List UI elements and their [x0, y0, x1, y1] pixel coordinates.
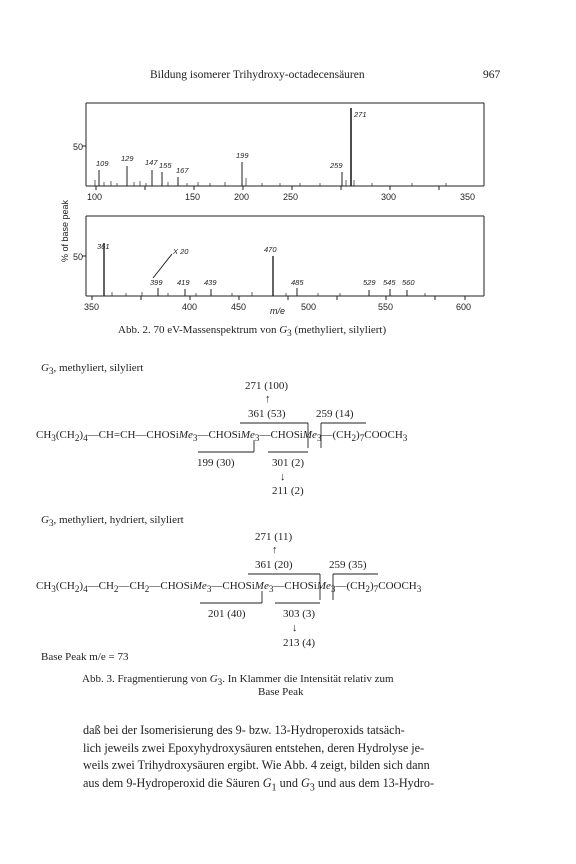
svg-text:250: 250 [283, 192, 299, 202]
scheme2-right-upper: 259 (35) [329, 559, 367, 571]
svg-text:271: 271 [354, 110, 367, 119]
x-axis-label: m/e [270, 306, 286, 316]
svg-text:545: 545 [383, 278, 396, 287]
scheme2-left-lower: 201 (40) [208, 608, 246, 620]
svg-text:550: 550 [378, 302, 394, 312]
scheme1-right-upper: 259 (14) [316, 408, 354, 420]
body-line: weils zwei Trihydroxysäuren ergibt. Wie Abb. 4 zeigt, bilden sich dann [83, 758, 430, 772]
body-line: daß bei der Isomerisierung des 9- bzw. 13-Hydroperoxids tatsäch- [83, 723, 405, 737]
svg-text:350: 350 [460, 192, 476, 202]
scheme1-title: $G_3$, methyliert, silyliert [41, 362, 144, 377]
y-axis-label: % of base peak [60, 199, 70, 262]
scheme2-title: $G_3$, methyliert, hydriert, silyliert [41, 514, 184, 529]
body-line: aus dem 9-Hydroperoxid die Säuren $G_1$ und $G_3$ und aus dem 13-Hydro- [83, 775, 435, 793]
scheme1-bottom-fragment: 211 (2) [272, 485, 304, 497]
svg-text:155: 155 [159, 161, 172, 170]
svg-text:300: 300 [381, 192, 397, 202]
scheme1-left-lower: 199 (30) [197, 457, 235, 469]
svg-text:361: 361 [97, 242, 110, 251]
scheme2-arrow-down: ↓ [292, 622, 298, 634]
figure3-caption-line2: Base Peak [258, 686, 304, 698]
page-number: 967 [483, 69, 501, 81]
zoom-label: X 20 [173, 247, 189, 256]
svg-text:259: 259 [330, 161, 343, 170]
lower-y-tick: 50 [73, 252, 84, 262]
svg-text:470: 470 [264, 245, 277, 254]
svg-text:600: 600 [456, 302, 472, 312]
figure3-caption: Abb. 3. Fragmentierung von $G_3$. In Klammer die Intensität relativ zum [82, 673, 394, 688]
scheme2-arrow-up: ↑ [272, 544, 278, 556]
scheme2-top-fragment: 271 (11) [255, 531, 293, 543]
svg-text:150: 150 [185, 192, 201, 202]
body-paragraph [83, 722, 508, 796]
svg-text:419: 419 [177, 278, 190, 287]
scheme2-left-upper: 361 (20) [255, 559, 293, 571]
scheme2-bottom-fragment: 213 (4) [283, 637, 316, 649]
scheme2-mid-lower: 303 (3) [283, 608, 316, 620]
svg-text:129: 129 [121, 154, 134, 163]
svg-text:109: 109 [96, 159, 109, 168]
svg-text:400: 400 [182, 302, 198, 312]
svg-text:560: 560 [402, 278, 415, 287]
svg-text:529: 529 [363, 278, 376, 287]
scheme1-top-fragment: 271 (100) [245, 380, 289, 392]
upper-y-tick: 50 [73, 142, 84, 152]
scheme1-arrow-down: ↓ [280, 471, 286, 483]
scheme1-arrow-up: ↑ [265, 393, 271, 405]
svg-text:500: 500 [301, 302, 317, 312]
svg-text:399: 399 [150, 278, 163, 287]
scheme1-left-upper: 361 (53) [248, 408, 286, 420]
svg-text:485: 485 [291, 278, 304, 287]
scheme2-formula: $CH_3(CH_2)_4—CH_2—CH_2—CHOSiMe_3—CHOSiMe_3—CHOSiMe_3—(CH_2)_7COOCH_3$ [36, 580, 422, 595]
svg-text:167: 167 [176, 166, 189, 175]
scheme1-formula: $CH_3(CH_2)_4—CH=CH—CHOSiMe_3—CHOSiMe_3—CHOSiMe_3—(CH_2)_7COOCH_3$ [36, 429, 408, 444]
svg-text:450: 450 [231, 302, 247, 312]
svg-text:100: 100 [87, 192, 103, 202]
svg-text:350: 350 [84, 302, 100, 312]
svg-text:200: 200 [234, 192, 250, 202]
figure2-caption: Abb. 2. 70 eV-Massenspektrum von $G_3$ (methyliert, silyliert) [118, 324, 387, 339]
svg-text:147: 147 [145, 158, 158, 167]
svg-text:199: 199 [236, 151, 249, 160]
body-line: lich jeweils zwei Epoxyhydroxysäuren entstehen, deren Hydrolyse je- [83, 740, 425, 755]
scheme1-mid-lower: 301 (2) [272, 457, 305, 469]
base-peak-note: Base Peak m/e = 73 [41, 651, 129, 663]
running-title: Bildung isomerer Trihydroxy-octadecensäuren [150, 69, 365, 81]
svg-text:439: 439 [204, 278, 217, 287]
